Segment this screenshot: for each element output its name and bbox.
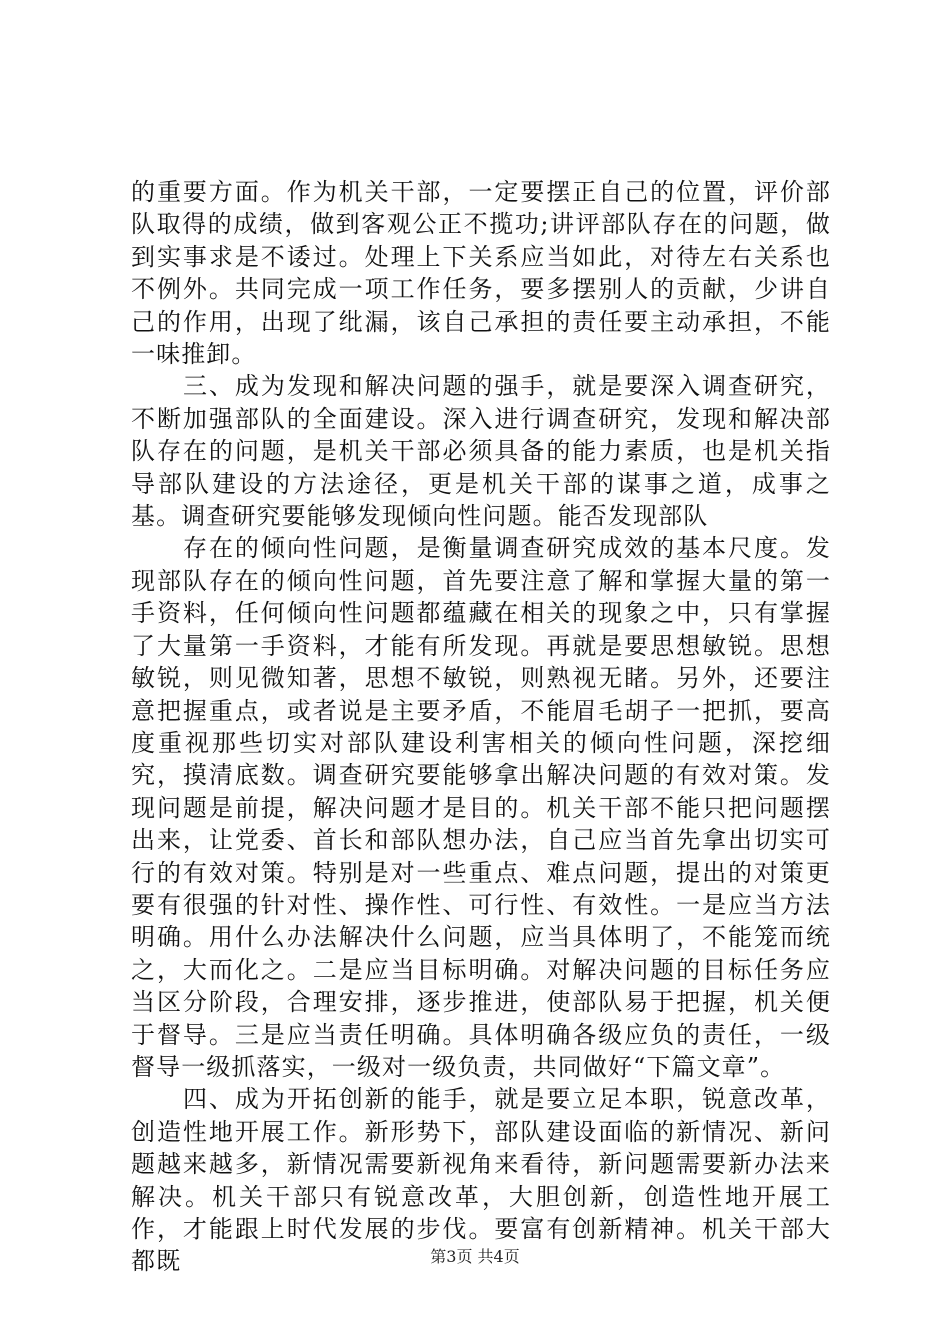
paragraph-3: 存在的倾向性问题，是衡量调查研究成效的基本尺度。发现部队存在的倾向性问题，首先要注意了解和掌握大量的第一手资料，任何倾向性问题都蕴藏在相关的现象之中，只有掌握了大量第一手资料，才能有所发现。再就是要思想敏锐。思想敏锐，则见微知著，思想不敏锐，则熟视无睹。另外，还要注意把握重点，或者说是主要矛盾，不能眉毛胡子一把抓，要高度重视那些切实对部队建设利害相关的倾向性问题，深挖细究，摸清底数。调查研究要能够拿出解决问题的有效对策。发现问题是前提，解决问题才是目的。机关干部不能只把问题摆出来，让党委、首长和部队想办法，自己应当首先拿出切实可行的有效对策。特别是对一些重点、难点问题，提出的对策更要有很强的针对性、操作性、可行性、有效性。一是应当方法明确。用什么办法解决什么问题，应当具体明了，不能笼而统之，大而化之。二是应当目标明确。对解决问题的目标任务应当区分阶段，合理安排，逐步推进，使部队易于把握，机关便于督导。三是应当责任明确。具体明确各级应负的责任，一级督导一级抓落实，一级对一级负责，共同做好“下篇文章”。 — [131, 534, 831, 1081]
document-body — [131, 176, 831, 1278]
page-footer: 第3页 共4页 — [430, 1247, 520, 1266]
paragraph-4: 四、成为开拓创新的能手，就是要立足本职，锐意改革，创造性地开展工作。新形势下，部队建设面临的新情况、新问题越来越多，新情况需要新视角来看待，新问题需要新办法来解决。机关干部只有锐意改革，大胆创新，创造性地开展工作，才能跟上时代发展的步伐。要富有创新精神。机关干部大都既 — [131, 1085, 831, 1276]
paragraph-2: 三、成为发现和解决问题的强手，就是要深入调查研究，不断加强部队的全面建设。深入进行调查研究，发现和解决部队存在的问题，是机关干部必须具备的能力素质，也是机关指导部队建设的方法途径，更是机关干部的谋事之道，成事之基。调查研究要能够发现倾向性问题。能否发现部队 — [131, 372, 831, 531]
paragraph-1: 的重要方面。作为机关干部，一定要摆正自己的位置，评价部队取得的成绩，做到客观公正不揽功;讲评部队存在的问题，做到实事求是不诿过。处理上下关系应当如此，对待左右关系也不例外。共同完成一项工作任务，要多摆别人的贡献，少讲自己的作用，出现了纰漏，该自己承担的责任要主动承担，不能一味推卸。 — [131, 178, 831, 369]
